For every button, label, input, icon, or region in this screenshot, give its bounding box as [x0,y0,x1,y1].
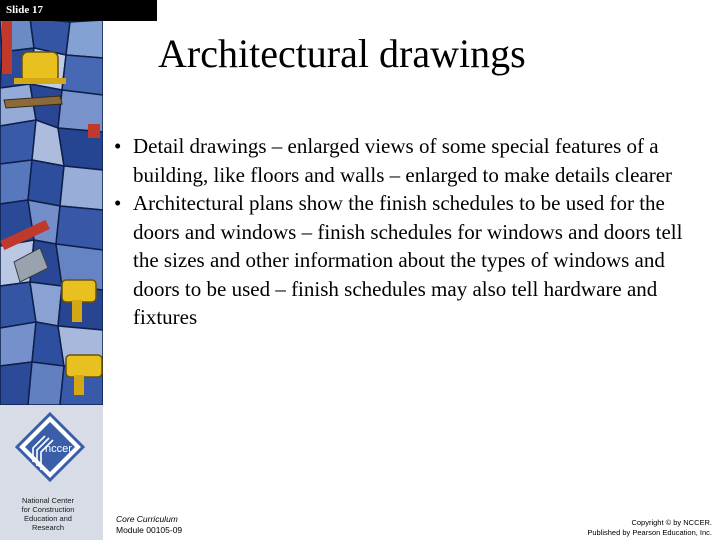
organization-name [6,496,90,532]
bullet-icon: • [114,191,122,215]
footer-copyright [587,518,712,538]
copyright-text: Copyright © by NCCER. [631,518,712,527]
org-line: Education and [24,514,72,523]
org-line: for Construction [21,505,75,514]
bullet-text: Architectural plans show the finish schedules to be used for the doors and windows – finish schedules for windows and doors tell the sizes and other information about the types of windows and doors to be used – finish schedules may also tell hardware and fixtures [133,191,683,329]
bullet-item [112,189,702,332]
nccer-logo [15,412,85,482]
curriculum-name: Core Curriculum [116,514,178,524]
bullet-text: Detail drawings – enlarged views of some special features of a building, like floors and walls – enlarged to make details clearer [133,134,673,187]
slide-number-label: Slide 17 [0,0,157,21]
org-line: National Center [21,496,75,505]
module-number: Module 00105-09 [116,525,183,535]
bullet-icon: • [114,134,122,158]
bullet-item [112,132,702,189]
org-line: Research [31,523,65,532]
publisher-text: Published by Pearson Education, Inc. [587,528,712,537]
footer-curriculum [116,514,182,536]
slide-title: Architectural drawings [158,31,526,76]
bullet-list [112,132,702,332]
logo-text: nccer [45,443,72,455]
